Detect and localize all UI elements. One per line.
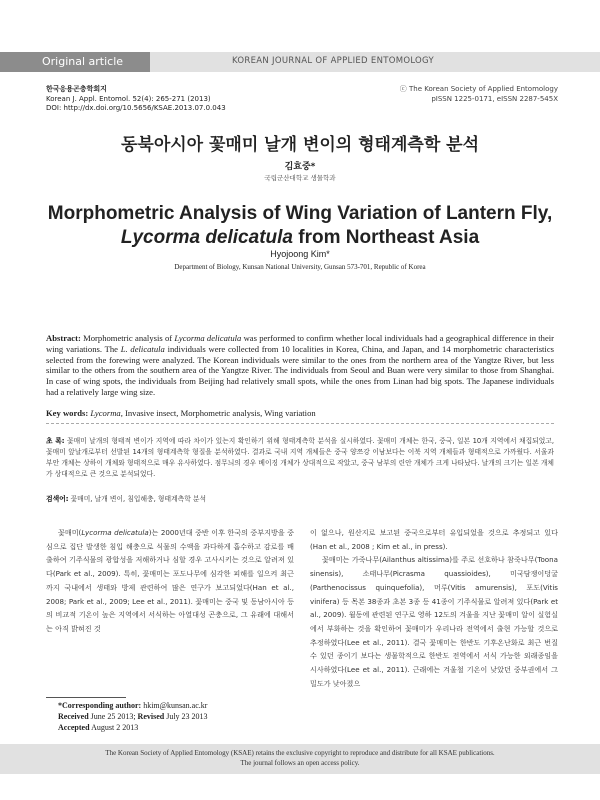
affiliation-korean: 국립군산대학교 생물학과 [264,174,336,182]
journal-name-kr: 한국응용곤충학회지 [46,85,107,93]
author-english: Hyojoong Kim* [270,249,330,259]
corr-email[interactable]: hkim@kunsan.ac.kr [141,701,208,710]
title-english-line2 [0,226,600,250]
received-date: June 25 2013; [88,712,136,721]
footer-open-access: The journal follows an open access policy. [240,759,360,767]
keyword-genus: Lycorma [90,408,121,418]
body-species: Lycorma delicatula [81,528,149,537]
accepted-label: Accepted [58,723,90,732]
footer-copyright: The Korean Society of Applied Entomology (KSAE) retains the exclusive copyright to reproduce and distribute for all KSAE publications. [105,749,495,757]
abstract-text-1: Morphometric analysis of [80,333,175,343]
accepted-date: August 2 2013 [89,723,139,732]
copyright-block [400,85,558,104]
abstract-kr-text: 꽃매미 날개의 형태적 변이가 지역에 따라 차이가 있는지 확인하기 위해 형태계측학 분석을 실시하였다. 꽃매미 개체는 한국, 중국, 일본 10개 지역에서 채집되었고, 꽃매미 앞날개로부터 선발된 14개의 형태계측학 형질을 분석하였다. 결과로 국내 지역 개체들은 중국 양쯔강 이남보다는 이북 지역 개체들과 형태적으로 가까웠다. 서울과 부안 개체는 상하이 개체와 형태적으로 매우 유사하였다. 점무늬의 경우 베이징 개체가 상대적으로 작았고, 중국 남부의 린안 개체가 크게 나타났다. 날개의 크기는 일본 개체가 상대적으로 큰 것으로 분석되었다. [46,437,554,478]
journal-header-bar [0,52,600,72]
abstract-label: Abstract: [46,333,81,343]
body-text: )는 2000년대 중반 이후 한국의 중부지방을 중심으로 집단 발생한 침입 해충으로 식물의 수액을 과다하게 흡수하고 감로를 배출하여 기주식물의 광합성을 저해하거나 심할 경우 고사시키는 것으로 알려져 있다(Park et al., 2009). 특히, 꽃매미는 포도나무에 심각한 피해를 일으켜 최근까지 국내에서 생태와 방제 관련하여 많은 연구가 보고되었다(Han et al., 2008; Park et al., 2009; Lee et al., 2011). 꽃매미는 중국 및 동남아시아 등의 비교적 기온이 높은 지역에서 서식하는 아열대성 곤충으로, 그 유래에 대해서는 아직 밝혀진 것 [46,528,295,633]
body-column-right [310,526,558,690]
abstract-species-1: Lycorma delicatula [174,333,242,343]
body-paragraph: 이 없으나, 원산지로 보고된 중국으로부터 유입되었을 것으로 추정되고 있다 (Han et al., 2008 ; Kim et al., in press). [310,528,558,551]
revised-date: July 23 2013 [164,712,208,721]
abstract-text-2: was performed to confirm whether local individuals had a geographical difference in their wing variations. The [46,333,555,354]
abstract-species-2: L. delicatula [120,343,165,354]
body-paragraph: 꽃매미는 가죽나무(Ailanthus altissima)를 주로 선호하나 참죽나무(Toona sinensis), 소태나무(Picrasma quassioides), 미국담쟁이덩굴(Parthenocissus quinquefolia), 머루(Vitis amurensis), 포도(Vitis vinifera) 등 목본 38종과 초본 3종 등 41종이 기주식물로 알려져 있다(Park et al., 2009). 월동에 관련된 연구로 영하 12도의 겨울을 지난 꽃매미 알이 실험실에서 부화하는 것을 확인하여 꽃매미가 우리나라 전역에서 출현 가능할 것으로 추정하였다(Lee et al., 2011). 결국 꽃매미는 한반도 기후온난화로 최근 번질 수 있던 종이기 보다는 생물학적으로 한반도 전역에서 서식 가능한 외래종임을 시사하였다(Lee et al., 2011). 근래에는 겨울철 기온이 낮았던 중부권에서 그 밀도가 낮아졌으 [310,555,558,688]
section-label: Original article [42,55,124,68]
keywords-rest: , Invasive insect, Morphometric analysis, Wing variation [120,408,316,418]
corr-label: *Corresponding author: [58,701,142,710]
footer-bar [0,744,600,774]
issn: pISSN 1225-0171, eISSN 2287-545X [431,94,558,103]
footnote-rule [46,697,126,698]
species-name: Lycorma delicatula [120,227,293,248]
footer-text [0,748,600,768]
section-tab [0,52,150,72]
keywords-korean [46,493,554,503]
affiliation-english: Department of Biology, Kunsan National University, Gunsan 573-701, Republic of Korea [174,263,426,271]
copyright-notice: ⓒ The Korean Society of Applied Entomology [399,85,558,93]
accepted [58,722,208,733]
footnote [58,700,208,733]
abstract-text-3: individuals were collected from 10 localities in Korea, China, and Japan, and 14 morphometric characteristics selected from the forewing were analyzed. The Korean individuals were similar to the ones from the northern area of the Yangtze River, but less similar to the others from the southern area of the Yangtze River. The individuals from Seoul and Buan were very similar to those from Shanghai. In case of wing spots, the individuals from Beijing had relatively small spots, while the ones from Linan had big spots. The Japanese individuals had a relatively large wing size. [46,343,554,397]
doi-link[interactable]: DOI: http://dx.doi.org/10.5656/KSAE.2013.07.0.043 [46,104,226,112]
keywords-label: Key words: [46,408,89,418]
abstract-kr-label: 초 록: [46,437,65,445]
received-revised [58,711,208,722]
body-text: 꽃매미( [58,528,82,537]
corresponding-author [58,700,208,711]
keywords-kr-text: 꽃매미, 날개 변이, 침입해충, 형태계측학 분석 [68,495,207,503]
journal-name: KOREAN JOURNAL OF APPLIED ENTOMOLOGY [232,56,435,66]
section-divider [46,423,554,424]
revised-label: Revised [135,712,165,721]
abstract-korean [46,436,554,480]
title-korean: 동북아시아 꽃매미 날개 변이의 형태계측학 분석 [120,135,480,155]
title-english-line1: Morphometric Analysis of Wing Variation of Lantern Fly, [47,203,553,224]
received-label: Received [58,712,89,721]
citation-block [46,85,226,114]
title-english-line2-rest: from Northeast Asia [292,227,480,248]
keywords-english [46,408,554,418]
title-english [0,202,600,250]
abstract-english [46,333,554,398]
author-korean: 김효중* [284,162,316,172]
body-column-left [46,526,294,636]
citation: Korean J. Appl. Entomol. 52(4): 265-271 (2013) [46,94,211,103]
body-paragraph [46,526,294,636]
keywords-kr-label: 검색어: [46,495,69,503]
